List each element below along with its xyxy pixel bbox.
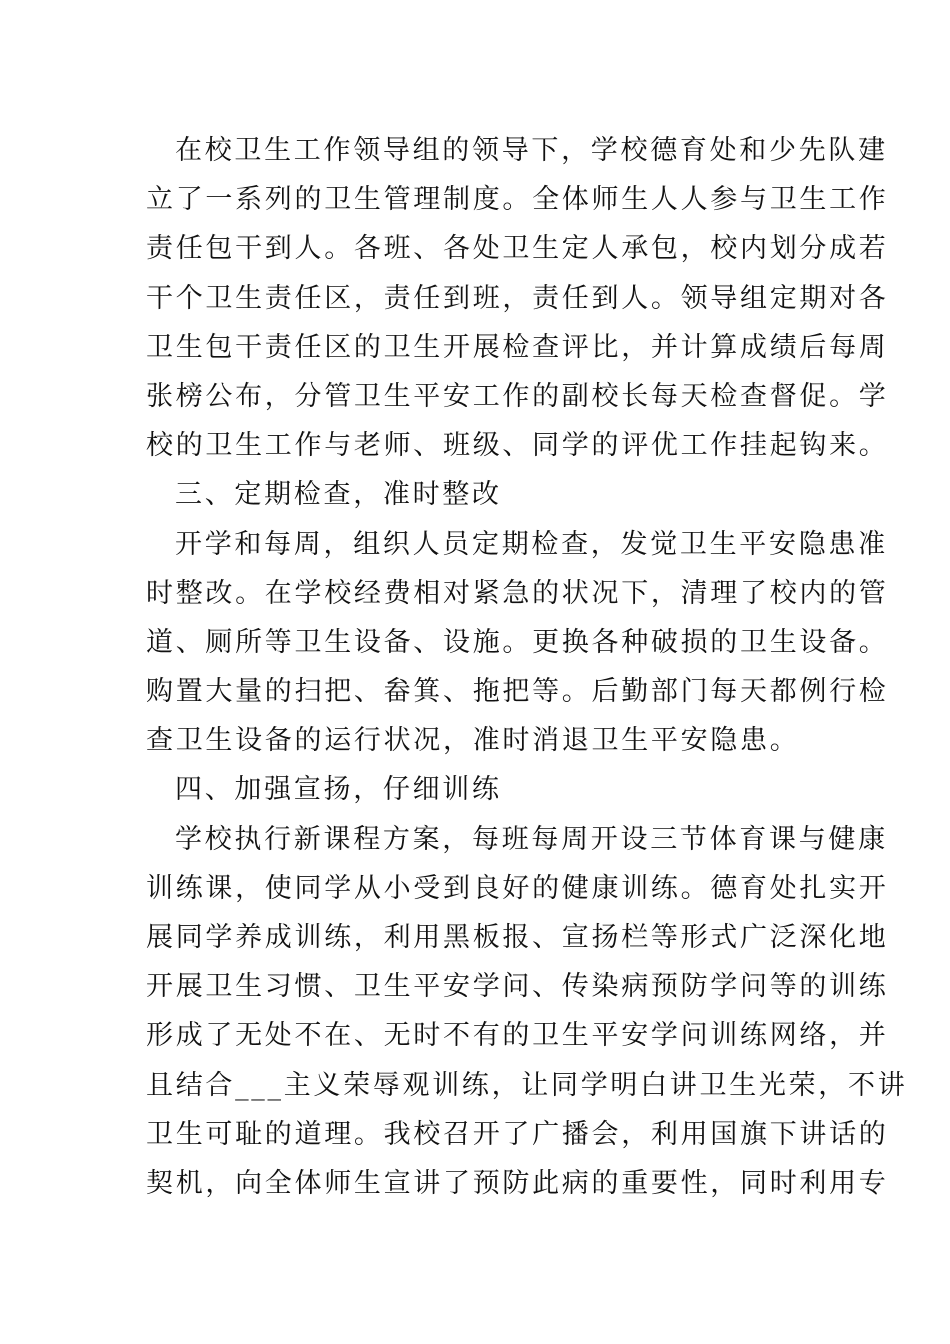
text-line: 学校执行新课程方案，每班每周开设三节体育课与健康: [175, 823, 888, 855]
text-line: 购置大量的扫把、畚箕、拖把等。后勤部门每天都例行检: [146, 676, 889, 708]
text-line: 开学和每周，组织人员定期检查，发觉卫生平安隐患准: [175, 528, 888, 560]
text-line: 且结合___主义荣辱观训练，让同学明白讲卫生光荣，不讲: [146, 1069, 908, 1101]
text-line: 干个卫生责任区，责任到班，责任到人。领导组定期对各: [146, 282, 889, 314]
text-line: 展同学养成训练，利用黑板报、宣扬栏等形式广泛深化地: [146, 922, 889, 953]
text-line: 卫生包干责任区的卫生开展检查评比，并计算成绩后每周: [146, 331, 889, 363]
text-line: 道、厕所等卫生设备、设施。更换各种破损的卫生设备。: [146, 626, 889, 658]
text-line: 开展卫生习惯、卫生平安学问、传染病预防学问等的训练: [146, 971, 889, 1003]
text-line: 卫生可耻的道理。我校召开了广播会，利用国旗下讲话的: [146, 1118, 889, 1150]
text-line: 张榜公布，分管卫生平安工作的副校长每天检查督促。学: [146, 380, 889, 412]
text-line: 查卫生设备的运行状况，准时消退卫生平安隐患。: [146, 725, 800, 757]
section-heading: 三、定期检查，准时整改: [175, 479, 502, 511]
text-line: 契机，向全体师生宣讲了预防此病的重要性，同时利用专: [146, 1167, 889, 1199]
text-line: 责任包干到人。各班、各处卫生定人承包，校内划分成若: [146, 233, 889, 265]
section-heading: 四、加强宣扬，仔细训练: [175, 774, 502, 806]
document-body: [146, 126, 908, 1208]
text-line: 形成了无处不在、无时不有的卫生平安学问训练网络，并: [146, 1020, 889, 1052]
text-line: 在校卫生工作领导组的领导下，学校德育处和少先队建: [175, 135, 888, 166]
text-line: 立了一系列的卫生管理制度。全体师生人人参与卫生工作: [146, 184, 889, 216]
text-line: 校的卫生工作与老师、班级、同学的评优工作挂起钩来。: [146, 430, 889, 462]
text-line: 时整改。在学校经费相对紧急的状况下，清理了校内的管: [146, 577, 889, 609]
text-line: 训练课，使同学从小受到良好的健康训练。德育处扎实开: [146, 872, 889, 904]
